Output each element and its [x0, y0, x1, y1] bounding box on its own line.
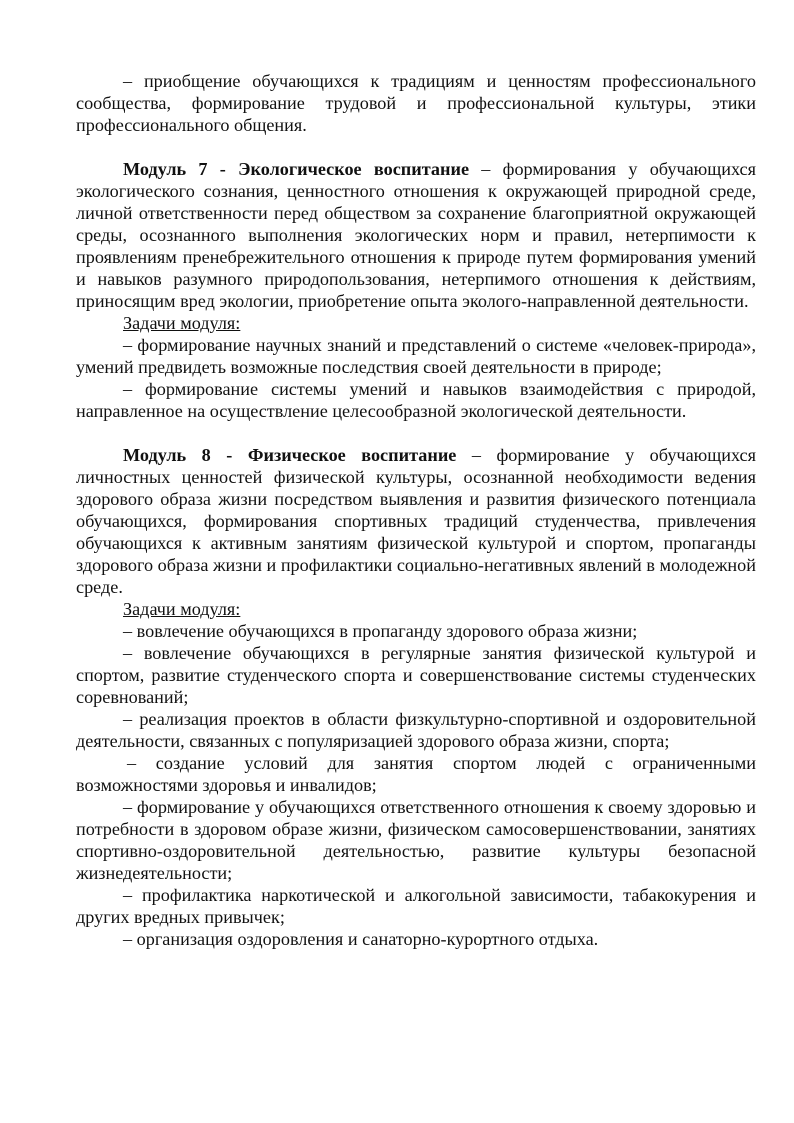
- section-spacer: [76, 136, 756, 158]
- section-spacer: [76, 422, 756, 444]
- module8-tasks-heading: [76, 598, 756, 620]
- module7-task-item: – формирование системы умений и навыков взаимодействия с природой, направленное на осуществление целесообразной экологической деятельности.: [76, 379, 756, 421]
- module8-task-item: – профилактика наркотической и алкогольной зависимости, табакокурения и других вредных привычек;: [76, 885, 756, 927]
- module7-description: – формирования у обучающихся экологического сознания, ценностного отношения к окружающей природной среде, личной ответственности перед обществом за сохранение благоприятной окружающей среды, осознанного выполнения экологических норм и правил, нетерпимости к проявлениям пренебрежительного отношения к природе путем формирования умений и навыков разумного природопользования, нетерпимого отношения к действиям, приносящим вред экологии, приобретение опыта эколого-направленной деятельности.: [76, 159, 756, 311]
- module8-task-item: – создание условий для занятия спортом людей с ограниченными возможностями здоровья и инвалидов;: [76, 753, 756, 795]
- module7-tasks-heading: [76, 312, 756, 334]
- document-page: [76, 70, 756, 950]
- module8-paragraph: [76, 444, 756, 598]
- module7-paragraph: [76, 158, 756, 312]
- module8-tasks-label: Задачи модуля:: [123, 599, 241, 619]
- module7-tasks-label: Задачи модуля:: [123, 313, 241, 333]
- module7-task-item: – формирование научных знаний и представлений о системе «человек-природа», умений предвидеть возможные последствия своей деятельности в природе;: [76, 335, 756, 377]
- module8-task-item: – организация оздоровления и санаторно-курортного отдыха.: [123, 929, 599, 949]
- module8-task-item: – вовлечение обучающихся в регулярные занятия физической культурой и спортом, развитие студенческого спорта и совершенствование системы студенческих соревнований;: [76, 643, 756, 707]
- module8-task-item: – реализация проектов в области физкультурно-спортивной и оздоровительной деятельности, связанных с популяризацией здорового образа жизни, спорта;: [76, 709, 756, 751]
- module8-description: – формирование у обучающихся личностных ценностей физической культуры, осознанной необходимости ведения здорового образа жизни посредством выявления и развития физического потенциала обучающихся, формирования спортивных традиций студенчества, привлечения обучающихся к активным занятиям физической культурой и спортом, пропаганды здорового образа жизни и профилактики социально-негативных явлений в молодежной среде.: [76, 445, 756, 597]
- module8-task-item: – вовлечение обучающихся в пропаганду здорового образа жизни;: [123, 621, 638, 641]
- module7-title: Модуль 7 - Экологическое воспитание: [123, 159, 470, 179]
- module8-task-item: – формирование у обучающихся ответственного отношения к своему здоровью и потребности в здоровом образе жизни, физическом самосовершенствовании, занятиях спортивно-оздоровительной деятельностью, развитие культуры безопасной жизнедеятельности;: [76, 797, 756, 883]
- module8-title: Модуль 8 - Физическое воспитание: [123, 445, 457, 465]
- intro-list-item: – приобщение обучающихся к традициям и ценностям профессионального сообщества, формирование трудовой и профессиональной культуры, этики профессионального общения.: [76, 71, 756, 135]
